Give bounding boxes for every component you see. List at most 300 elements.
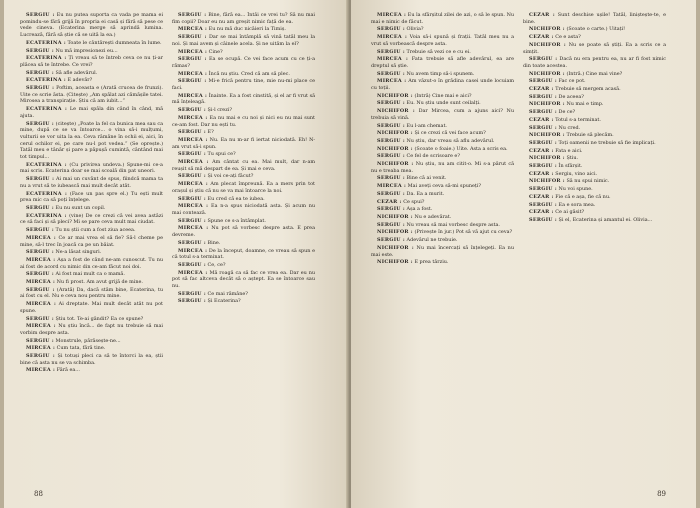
dialogue-line (20, 106, 163, 119)
line-text: Poftim, aceasta e (Arată crucea de frunzi). Uite ce scrie ăsta. (Citește) „Am spălat azi cămășile tatei. Mirosea a transpirație. Știu că am iubit...” (20, 85, 163, 105)
speaker-name: CEZAR : (529, 147, 554, 154)
speaker-name: ECATERINA : (26, 77, 66, 84)
line-text: De aceea? (558, 93, 584, 100)
line-text: Nu vreau să mai vorbesc despre asta. (406, 221, 500, 228)
left-page-column-1 (20, 12, 163, 480)
dialogue-line (20, 257, 163, 270)
dialogue-line (20, 279, 163, 286)
line-text: Fără ea... (56, 367, 80, 374)
line-text: Așa a fost de când ne-am cunoscut. Tu nu ai fost de acord cu nimic din ce-am făcut noi doi. (20, 256, 163, 270)
dialogue-line (523, 163, 666, 170)
line-text: (Scoate o carte.) Uitați! (566, 26, 626, 33)
line-text: Toți oamenii ne trebuie să fie implicați. (558, 139, 656, 146)
dialogue-line (371, 153, 514, 160)
line-text: Am cântat cu ea. Mai mult, dar n-am reușit să mă despart de ea. Și mai e ceva. (172, 159, 315, 172)
dialogue-line (371, 237, 514, 244)
speaker-name: SERGIU : (178, 261, 206, 268)
line-text: E? (207, 129, 214, 136)
line-text: Nu mai încercați să înțelegeți. Ea nu mai este. (371, 244, 514, 258)
dialogue-line (371, 161, 514, 174)
speaker-name: SERGIU : (529, 216, 557, 223)
speaker-name: SERGIU : (26, 12, 55, 18)
line-text: Ce, ce? (207, 261, 226, 268)
speaker-name: MIRCEA : (178, 70, 208, 77)
dialogue-line (172, 225, 315, 238)
dialogue-line (523, 101, 666, 108)
dialogue-line (20, 227, 163, 234)
speaker-name: CEZAR : (529, 34, 554, 41)
line-text: Da. Ea a murit. (406, 190, 445, 197)
dialogue-line (523, 26, 666, 33)
dialogue-line (523, 78, 666, 85)
line-text: Eu nu mă duc nicăieri la Timiș. (208, 26, 286, 33)
dialogue-line (371, 146, 514, 153)
line-text: (Arată) Da, dacă stăm bine, Ecaterina, tu ai fost cu el. Nu e ceva nou pentru mine. (20, 286, 163, 300)
speaker-name: MIRCEA : (178, 114, 208, 121)
dialogue-line (371, 78, 514, 91)
speaker-name: SERGIU : (178, 34, 207, 41)
right-page-edge (696, 0, 700, 508)
dialogue-line (20, 70, 163, 77)
line-text: Ea nu mai e cu noi și nici eu nu mai sunt ce-am fost. Dar nu ești tu. (172, 114, 315, 128)
speaker-name: ECATERINA : (26, 212, 67, 219)
speaker-name: NICHIFOR : (529, 178, 565, 185)
speaker-name: MIRCEA : (178, 159, 209, 166)
speaker-name: SERGIU : (178, 56, 207, 63)
dialogue-line (371, 49, 514, 56)
dialogue-line (20, 323, 163, 336)
dialogue-line (371, 71, 514, 78)
dialogue-line (172, 115, 315, 128)
dialogue-line (371, 214, 514, 221)
speaker-name: MIRCEA : (178, 225, 209, 232)
right-page-number: 89 (657, 490, 666, 498)
speaker-name: SERGIU : (26, 227, 54, 234)
speaker-name: SERGIU : (377, 190, 405, 197)
speaker-name: SERGIU : (529, 109, 557, 116)
dialogue-line (371, 229, 514, 236)
dialogue-line (371, 56, 514, 69)
dialogue-line (172, 107, 315, 114)
speaker-name: NICHIFOR : (377, 92, 413, 99)
dialogue-line (523, 155, 666, 162)
speaker-name: SERGIU : (377, 48, 405, 55)
speaker-name: CEZAR : (529, 116, 554, 123)
line-text: Trebuie să mergem acasă. (555, 86, 621, 93)
line-text: Și ce crezi că vei face acum? (414, 130, 486, 137)
line-text: Tu spui ce? (207, 151, 236, 158)
dialogue-line (172, 173, 315, 180)
dialogue-line (523, 42, 666, 55)
line-text: Și el, Ecaterina și amantul ei. Olivia... (558, 216, 653, 223)
speaker-name: CEZAR : (529, 193, 554, 200)
dialogue-line (20, 316, 163, 323)
speaker-name: MIRCEA : (377, 78, 407, 85)
line-text: Eu. Nu știu unde sunt ceilalți. (406, 100, 481, 107)
speaker-name: SERGIU : (26, 176, 55, 183)
line-text: Și totuși pleci ca să te întorci la ea, știi bine că asta nu se va schimba. (20, 353, 163, 366)
line-text: Nu se poate să știți. Ea a scris ce a simțit. (523, 41, 666, 55)
line-text: Trebuie să vezi ce e cu ei. (406, 48, 471, 55)
line-text: Voia să-i spună și frații. Tatăl meu nu a vrut să vorbească despre asta. (371, 34, 514, 47)
speaker-name: MIRCEA : (178, 48, 208, 55)
speaker-name: NICHIFOR : (377, 213, 413, 220)
line-text: Nu voi spune. (558, 186, 593, 193)
line-text: Fac ce pot. (558, 78, 586, 85)
speaker-name: SERGIU : (377, 206, 405, 213)
right-page (351, 0, 700, 508)
dialogue-line (172, 49, 315, 56)
speaker-name: SERGIU : (178, 129, 206, 136)
dialogue-line (20, 191, 163, 204)
speaker-name: MIRCEA : (26, 279, 56, 286)
line-text: Mai aveți ceva să-mi spuneți? (407, 183, 482, 190)
right-page-column-1 (371, 12, 514, 480)
speaker-name: ECATERINA : (26, 161, 67, 168)
dialogue-line (172, 203, 315, 216)
line-text: Spune ce s-a întâmplat. (207, 217, 266, 224)
dialogue-line (523, 56, 666, 69)
line-text: Nu. Ea nu m-ar fi iertat niciodată. Eh! N-am vrut să-i spun. (172, 136, 315, 150)
speaker-name: MIRCEA : (26, 234, 56, 241)
speaker-name: SERGIU : (529, 186, 557, 193)
dialogue-line (523, 140, 666, 147)
dialogue-line (523, 94, 666, 101)
speaker-name: SERGIU : (377, 122, 405, 129)
speaker-name: NICHIFOR : (377, 244, 414, 251)
line-text: Nu fi prost. Am avut grijă de mine. (56, 279, 143, 286)
line-text: Ce ai găsit? (555, 209, 585, 216)
dialogue-line (172, 159, 315, 172)
speaker-name: CEZAR : (529, 86, 554, 93)
speaker-name: CEZAR : (529, 170, 554, 177)
dialogue-line (172, 93, 315, 106)
line-text: Nu e adevărat. (414, 213, 452, 220)
line-text: Nu mă impresionezi eu... (55, 47, 118, 54)
speaker-name: SERGIU : (377, 221, 405, 228)
speaker-name: NICHIFOR : (377, 108, 415, 115)
line-text: Bine că ai venit. (406, 175, 447, 182)
line-text: Ai fost mai mult ca o mamă. (55, 271, 125, 278)
line-text: Nu cred. (558, 124, 581, 131)
dialogue-line (172, 181, 315, 194)
line-text: Fata trebuie să afle adevărul, ea are dreptul să știe. (371, 56, 514, 69)
speaker-name: SERGIU : (529, 78, 557, 85)
speaker-name: MIRCEA : (377, 12, 407, 18)
line-text: Am plecat împreună. Ea a mers prin tot orașul și știu că nu se va mai întoarce la noi. (172, 181, 315, 194)
speaker-name: SERGIU : (377, 100, 405, 107)
line-text: Bine, fără ea... Întâi ce vrei tu? Să nu mai fim copii? Doar eu nu am greșit nimic față de ea. (172, 12, 315, 25)
line-text: Olivia? (406, 26, 424, 33)
dialogue-line (20, 205, 163, 212)
speaker-name: NICHIFOR : (377, 130, 413, 137)
speaker-name: MIRCEA : (26, 367, 56, 374)
speaker-name: MIRCEA : (178, 26, 208, 33)
line-text: Eu la sfârșitul zilei de azi, o să le spun. Nu mai e nimic de făcut. (371, 12, 514, 25)
speaker-name: NICHIFOR : (529, 155, 565, 162)
line-text: Toate le cântărești dumneata în lume. (67, 39, 162, 46)
line-text: Ne-a lăsat singuri. (55, 249, 102, 256)
dialogue-line (523, 86, 666, 93)
dialogue-line (371, 123, 514, 130)
speaker-name: MIRCEA : (377, 56, 409, 63)
line-text: Și voi ce-ați făcut? (207, 173, 254, 180)
dialogue-line (523, 217, 666, 224)
speaker-name: ECATERINA : (26, 39, 66, 46)
line-text: Tu nu știi cum a fost ziua aceea. (55, 227, 136, 234)
dialogue-line (20, 287, 163, 300)
dialogue-line (371, 93, 514, 100)
line-text: (Face un pas spre el.) Tu ești mult prea mic ca să poți înțelege. (20, 190, 163, 204)
line-text: Să afle adevărul. (55, 69, 98, 76)
dialogue-line (523, 12, 666, 25)
line-text: Ea se ocupă. Ce vei face acum cu ce ți-a rămas? (172, 56, 315, 69)
dialogue-line (172, 248, 315, 261)
speaker-name: SERGIU : (26, 315, 54, 322)
line-text: Sunt deschise ușile! Tatăl, liniștește-te, e bine. (523, 12, 666, 25)
speaker-name: SERGIU : (529, 124, 557, 131)
speaker-name: SERGIU : (178, 290, 206, 297)
dialogue-line (523, 178, 666, 185)
line-text: Eu nu putea suporta ca vada pe mama ei pomindu-se fără grijă în propria ei casă și fără să pese ce vede cineva. (Ecaterina merge să aprindă lumina. Lucrează, fără să știe că se uită la ea.) (20, 12, 163, 39)
dialogue-line (20, 40, 163, 47)
line-text: Totul s-a terminat. (555, 116, 601, 123)
line-text: Știu. (566, 155, 579, 162)
dialogue-line (20, 353, 163, 366)
dialogue-line (20, 249, 163, 256)
dialogue-line (172, 240, 315, 247)
speaker-name: NICHIFOR : (529, 101, 565, 108)
dialogue-line (20, 77, 163, 84)
dialogue-line (523, 132, 666, 139)
dialogue-line (523, 194, 666, 201)
line-text: Ce fel de scrisoare e? (406, 153, 460, 160)
speaker-name: SERGIU : (377, 175, 405, 182)
dialogue-line (523, 71, 666, 78)
line-text: Ea n-a spus niciodată asta. Și acum nu mai contează. (172, 203, 315, 216)
line-text: Încă nu știu. Cred că am să plec. (208, 70, 290, 77)
speaker-name: MIRCEA : (26, 323, 56, 330)
dialogue-line (523, 117, 666, 124)
line-text: Ți vreau să te întreb ceva ce nu ți-ar plăcea să te întrebe. Ce vrei? (20, 55, 163, 68)
dialogue-line (20, 213, 163, 226)
speaker-name: SERGIU : (26, 204, 54, 211)
line-text: Nu știu, nu am citit-o. Mi s-a părut că nu e treaba mea. (371, 161, 514, 174)
speaker-name: NICHIFOR : (377, 229, 413, 236)
line-text: Cine? (208, 48, 223, 55)
speaker-name: SERGIU : (529, 163, 557, 170)
speaker-name: MIRCEA : (26, 301, 57, 308)
line-text: În sfârșit. (558, 163, 583, 170)
speaker-name: SERGIU : (26, 337, 54, 344)
dialogue-line (20, 301, 163, 314)
dialogue-line (20, 345, 163, 352)
speaker-name: ECATERINA : (26, 190, 68, 197)
dialogue-line (371, 130, 514, 137)
dialogue-line (523, 34, 666, 41)
speaker-name: MIRCEA : (377, 34, 408, 41)
line-text: Și Ecaterina? (207, 298, 241, 305)
line-text: Fie că e așa, fie că nu. (555, 193, 611, 200)
speaker-name: MIRCEA : (26, 345, 56, 352)
line-text: Cum tata, fără tine. (56, 345, 106, 352)
dialogue-line (172, 298, 315, 305)
speaker-name: NICHIFOR : (529, 41, 567, 48)
line-text: Am văzut-o în grădina casei unde locuiam cu toții. (371, 78, 514, 92)
speaker-name: SERGIU : (178, 151, 206, 158)
dialogue-line (371, 183, 514, 190)
speaker-name: SERGIU : (377, 26, 405, 33)
dialogue-line (371, 245, 514, 258)
line-text: E adevăr? (67, 77, 93, 84)
speaker-name: CEZAR : (529, 209, 554, 216)
dialogue-line (172, 196, 315, 203)
left-page-number: 88 (34, 490, 43, 498)
speaker-name: MIRCEA : (26, 256, 56, 263)
line-text: Bine. (207, 239, 221, 246)
speaker-name: NICHIFOR : (377, 259, 413, 266)
speaker-name: SERGIU : (178, 173, 206, 180)
dialogue-line (371, 259, 514, 266)
speaker-name: MIRCEA : (178, 247, 208, 254)
dialogue-line (523, 109, 666, 116)
left-page (0, 0, 349, 508)
line-text: Să nu spui nimic. (566, 178, 610, 185)
dialogue-line (523, 209, 666, 216)
speaker-name: NICHIFOR : (377, 145, 413, 152)
line-text: Eu cred că ea te iubea. (207, 195, 265, 202)
right-page-column-2 (523, 12, 666, 480)
dialogue-line (523, 171, 666, 178)
speaker-name: NICHIFOR : (377, 161, 414, 168)
line-text: (Intră) Cine mai e aici? (414, 92, 472, 99)
line-text: (Privește în jur.) Pot să vă ajut cu ceva? (414, 229, 513, 236)
line-text: Nu mai e timp. (566, 101, 604, 108)
line-text: (Scoate o foaie.) Uite. Asta a scris ea. (414, 145, 508, 152)
line-text: Dacă nu era pentru ea, nu ar fi fost nimic din toate acestea. (523, 56, 666, 69)
dialogue-line (371, 26, 514, 33)
line-text: Dar se mai întâmplă să vină tatăl meu la noi. Și mai avem și câinele acela. Și ne uităm la el? (172, 34, 315, 47)
left-page-column-2 (172, 12, 315, 480)
dialogue-line (172, 129, 315, 136)
line-text: (Intră.) Cine mai vine? (566, 70, 623, 77)
dialogue-line (371, 206, 514, 213)
speaker-name: SERGIU : (26, 85, 55, 92)
speaker-name: SERGIU : (529, 139, 557, 146)
speaker-name: MIRCEA : (178, 203, 209, 210)
dialogue-line (371, 175, 514, 182)
line-text: Nu știu încă... de fapt nu trebuie să mai vorbim despre asta. (20, 323, 163, 336)
speaker-name: SERGIU : (377, 70, 405, 77)
speaker-name: SERGIU : (178, 217, 206, 224)
dialogue-line (172, 151, 315, 158)
speaker-name: ECATERINA : (26, 55, 67, 62)
speaker-name: SERGIU : (26, 69, 54, 76)
line-text: Ce spui? (403, 198, 425, 205)
line-text: Ce e asta? (555, 34, 581, 41)
speaker-name: SERGIU : (377, 137, 405, 144)
line-text: Eu nu sunt un copil. (55, 204, 106, 211)
dialogue-line (172, 137, 315, 150)
speaker-name: SERGIU : (178, 298, 206, 305)
line-text: Ai mai un cuvânt de spus, fiindcă mama ta nu a vrut să te iubească mai mult decât atât. (20, 176, 163, 189)
line-text: Știu tot. Te-ai gândit? Ea ce spune? (55, 315, 144, 322)
dialogue-line (20, 367, 163, 374)
line-text: Fata e aici. (555, 147, 583, 154)
speaker-name: SERGIU : (26, 120, 55, 127)
dialogue-line (20, 235, 163, 248)
speaker-name: SERGIU : (178, 107, 206, 114)
dialogue-line (371, 199, 514, 206)
dialogue-line (172, 270, 315, 290)
line-text: E prea târziu. (414, 259, 449, 266)
speaker-name: CEZAR : (529, 12, 555, 18)
speaker-name: NICHIFOR : (529, 70, 565, 77)
left-page-edge (0, 0, 4, 508)
line-text: Înainte. Ea a fost cinstită, și el ar fi vrut să mă înțeleagă. (172, 92, 315, 106)
line-text: Monstrule, părăsește-ne... (55, 337, 121, 344)
line-text: (vine) De ce crezi că vei avea astăzi ce să faci și să pleci? Mi se pare ceva mult mai ciudat. (20, 212, 163, 226)
speaker-name: MIRCEA : (178, 136, 208, 143)
line-text: (Cu privirea undeva.) Spune-mi ce-a mai scris. Ecaterina doar se mai scoală din pat uneori. (20, 161, 163, 175)
dialogue-line (172, 26, 315, 33)
dialogue-line (20, 162, 163, 175)
speaker-name: ECATERINA : (26, 106, 68, 113)
speaker-name: MIRCEA : (377, 183, 407, 190)
speaker-name: NICHIFOR : (529, 26, 565, 33)
line-text: Dar Mircea, cum a ajuns aici? Nu trebuia să vină. (371, 108, 514, 121)
line-text: Ce ar mai vrea el să fie? Să-l cheme pe mine, să-l trec în joacă ca pe un băiat. (20, 234, 163, 248)
speaker-name: MIRCEA : (178, 92, 208, 99)
dialogue-line (371, 191, 514, 198)
dialogue-line (523, 148, 666, 155)
dialogue-line (20, 85, 163, 105)
speaker-name: CEZAR : (377, 198, 402, 205)
line-text: Mi-e frică pentru tine, mie nu-mi place ce faci. (172, 78, 315, 92)
dialogue-line (523, 125, 666, 132)
speaker-name: SERGIU : (529, 93, 557, 100)
dialogue-line (20, 176, 163, 189)
speaker-name: MIRCEA : (178, 181, 208, 188)
speaker-name: NICHIFOR : (529, 132, 565, 139)
dialogue-line (172, 56, 315, 69)
dialogue-line (172, 12, 315, 25)
speaker-name: SERGIU : (178, 195, 206, 202)
speaker-name: MIRCEA : (178, 269, 208, 276)
speaker-name: SERGIU : (377, 153, 405, 160)
dialogue-line (523, 186, 666, 193)
speaker-name: SERGIU : (26, 249, 54, 256)
line-text: Sergiu, vino aici. (555, 170, 598, 177)
line-text: Ea e sora mea. (558, 201, 596, 208)
speaker-name: SERGIU : (26, 271, 54, 278)
speaker-name: SERGIU : (26, 47, 54, 54)
dialogue-line (20, 121, 163, 161)
dialogue-line (371, 222, 514, 229)
dialogue-line (371, 138, 514, 145)
dialogue-line (371, 100, 514, 107)
dialogue-line (172, 218, 315, 225)
dialogue-line (172, 262, 315, 269)
dialogue-line (371, 108, 514, 121)
line-text: Nu avem timp să-i spunem. (406, 70, 475, 77)
speaker-name: SERGIU : (26, 286, 55, 293)
line-text: Le mai spăla din când în când, mă ajuta. (20, 106, 163, 119)
speaker-name: SERGIU : (377, 237, 405, 244)
dialogue-line (172, 78, 315, 91)
speaker-name: SERGIU : (178, 78, 207, 85)
speaker-name: SERGIU : (529, 56, 558, 63)
